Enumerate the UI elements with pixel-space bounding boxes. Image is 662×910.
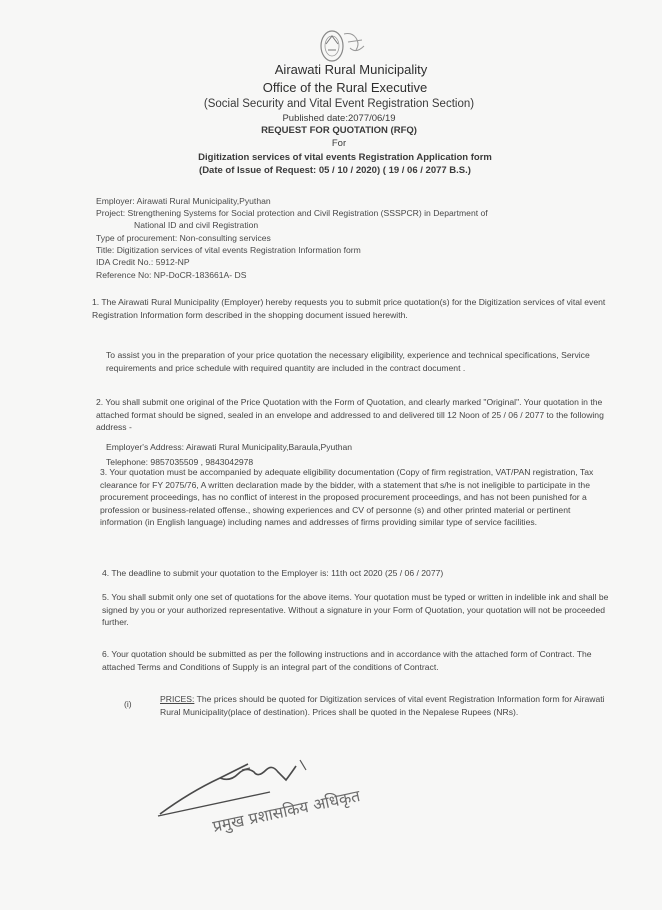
project-line-2: National ID and civil Registration [134, 220, 259, 230]
paragraph-6: 6. Your quotation should be submitted as per the following instructions and in accordance with the attached form of Contract. The attached Terms and Conditions of Supply is an integral part of the conditions of Contract. [102, 649, 592, 672]
project-line-1: Project: Strengthening Systems for Social protection and Civil Registration (SSSPCR) in Department of [96, 208, 488, 218]
for-label: For [331, 138, 347, 149]
paragraph-5: 5. You shall submit only one set of quotations for the above items. Your quotation must be typed or written in indelible ink and shall be signed by you or your authorized representative. Without a signature in your Form of Quotation, your quotation will not be proceeded further. [102, 592, 609, 628]
reference-no: Reference No: NP-DoCR-183661A- DS [96, 270, 247, 280]
subject-title: Digitization services of vital events Registration Application form [198, 152, 492, 163]
procurement-type: Type of procurement: Non-consulting services [96, 233, 271, 243]
section-name: (Social Security and Vital Event Registration Section) [203, 98, 475, 110]
paragraph-2: 2. You shall submit one original of the Price Quotation with the Form of Quotation, and clearly marked "Original". Your quotation in the attached format should be signed, sealed in an envelope and addressed to and delivered till 12 Noon of 25 / 06 / 2077 to the following address - [96, 397, 604, 433]
org-name: Airawati Rural Municipality [274, 62, 428, 77]
item-i-number: (i) [124, 699, 132, 709]
prices-text: The prices should be quoted for Digitization services of vital event Registration Information form for Airawati Rural Municipality(place of destination). Prices shall be quoted in the Nepalese Rupees (NRs). [160, 694, 605, 717]
employer-line: Employer: Airawati Rural Municipality,Pyuthan [96, 196, 271, 206]
rfq-title: REQUEST FOR QUOTATION (RFQ) [261, 125, 417, 136]
prices-label: PRICES: [160, 694, 195, 704]
stamp-text: प्रमुख प्रशासकिय अधिकृत [210, 786, 362, 836]
signature-stamp-icon [150, 752, 380, 842]
ida-credit: IDA Credit No.: 5912-NP [96, 257, 190, 267]
office-name: Office of the Rural Executive [262, 80, 428, 95]
paragraph-1: 1. The Airawati Rural Municipality (Employer) hereby requests you to submit price quotation(s) for the Digitization services of vital event Registration Information form described in the shopping document issued herewith. [92, 297, 606, 320]
paragraph-1b: To assist you in the preparation of your price quotation the necessary eligibility, experience and technical specifications, Service requirements and price schedule with required quantity are included in the contract document . [106, 350, 590, 373]
item-i-prices [160, 693, 612, 718]
issue-date: (Date of Issue of Request: 05 / 10 / 2020) ( 19 / 06 / 2077 B.S.) [199, 165, 471, 176]
doc-title-line: Title: Digitization services of vital events Registration Information form [96, 245, 361, 255]
paragraph-4: 4. The deadline to submit your quotation to the Employer is: 11th oct 2020 (25 / 06 / 2077) [102, 568, 444, 578]
paragraph-3: 3. Your quotation must be accompanied by adequate eligibility documentation (Copy of firm registration, VAT/PAN registration, Tax clearance for FY 2075/76, A written declaration made by the bidder, with a statement that s/he is not ineligible to participate in the procurement proceedings, has no conflict of interest in the proposed procurement proceedings, and has not been punished for a profession or business-related offense., showing experiences and CV of personne (s) and other printed material or pertinent information (in English language) including names and addresses of firms providing similar type of service facilities. [100, 467, 594, 528]
employer-address: Employer's Address: Airawati Rural Municipality,Baraula,Pyuthan [106, 442, 353, 452]
published-date: Published date:2077/06/19 [282, 113, 396, 124]
employer-telephone: Telephone: 9857035509 , 9843042978 [106, 457, 254, 467]
